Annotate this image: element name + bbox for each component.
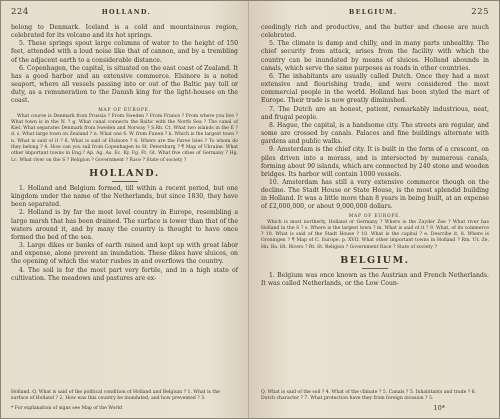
paragraph: belong to Denmark. Iceland is a cold and mountainous region, celebrated for its volcano and its hot springs.	[11, 24, 238, 40]
right-page	[251, 1, 499, 418]
paragraph: 2. Holland is by far the most level country in Europe, resembling a large marsh that has been drained. The surface is lower than that of the waters around it, and by many the country is thought to have once formed the bed of the sea.	[11, 209, 238, 241]
section-title: HOLLAND.	[89, 167, 160, 179]
footnote: * For explanation of signs see Map of the World	[11, 406, 123, 411]
page-number: 225	[471, 7, 489, 17]
paragraph: 5. The climate is damp and chilly, and in many parts unhealthy. The chief security from attack, arises from the facility with which the country can be inundated by means of sluices. Holland abounds in canals, which serve the same purposes as roads in other countries.	[261, 40, 489, 72]
map-heading: MAP OF EUROPE.	[98, 107, 151, 113]
left-running-header	[11, 7, 238, 19]
left-page	[1, 1, 249, 418]
paragraph: 10. Amsterdam has still a very extensive commerce though on the decline. The Stadt House or State House, is the most splendid building in Holland. It was a little more than 8 years in being built, at an expense of £2,000,000, or about 9,000,000 dollars.	[261, 178, 489, 211]
book-spread	[1, 1, 499, 418]
paragraph: 7. The Dutch are an honest, patient, remarkably industrious, neat, and frugal people.	[261, 105, 489, 121]
map-questions: What course is Denmark from Prussia ? From Sweden ? From France ? From where you live ? What town is in the N. ? g. What canal connects the Baltic with the North Sea ? The canal of Kiel. What separates Denmark from Sweden and Norway ? S.Rh. Ct. What two islands in the E ? d. s. What large town on Zealand ? n. What one S. W. from Funen ? k. Which is the largest town ? n. What is said of it ? 6. What is said of Elsinore ? 6. Where are the Faroe Isles ? To whom do they belong ? 4. How can you sail from Copenhagen to St. Petersburg ? ¶ Map of Ukraine. What other important towns in Eng.? Ap. Ag. As. Ec. Ky. Fg. Ft. Gt. What five cities of Germany ? Hg. Lc. What river on the S ? Religion ? Government ? Race ? State of society ?	[11, 113, 238, 163]
right-paragraphs-bottom	[261, 272, 489, 288]
paragraph: 9. Amsterdam is the chief city. It is built in the form of a crescent, on piles driven into a morass, and is intersected by numerous canals, forming about 90 islands, which are connected by 240 stone and wooden bridges. Its harbor will contain 1000 vessels.	[261, 146, 489, 178]
paragraph: 1. Holland and Belgium formed, till within a recent period, but one kingdom under the name of the Netherlands, but since 1830, they have been separated.	[11, 184, 238, 209]
left-paragraphs-bottom	[11, 185, 238, 283]
running-head-title: HOLLAND.	[101, 8, 152, 16]
right-paragraphs-top	[261, 24, 489, 212]
section-rule	[112, 181, 138, 182]
right-running-header	[261, 7, 489, 19]
paragraph: 1. Belgium was once known as the Austrian and French Netherlands. It was called Netherlands, or the Low Coun-	[261, 272, 489, 288]
left-paragraphs-top	[11, 24, 238, 106]
signature-mark: 10*	[433, 404, 445, 412]
paragraph: 3. Large dikes or banks of earth raised and kept up with great labor and expense, alone prevent an inundation. These dikes have sluices, on the opening of which the water rushes in and overflows the country.	[11, 242, 238, 266]
paragraph: 8. Hague, the capital, is a handsome city. The streets are regular, and some are crossed by canals. Palaces and fine buildings alternate with gardens and public walks.	[261, 121, 489, 146]
paragraph: 6. The inhabitants are usually called Dutch. Once they had a most extensive and flourishing trade, and were considered the most commercial people in the world. Holland has been styled the mart of Europe. Their trade is now greatly diminished.	[261, 72, 489, 105]
section-rule	[362, 268, 388, 269]
paragraph: 4. The soil is for the most part very fertile, and in a high state of cultivation. The meadows and pastures are ex-	[11, 266, 238, 282]
paragraph: ceedingly rich and productive, and the butter and cheese are much celebrated.	[261, 24, 489, 40]
running-head-title: BELGIUM.	[348, 8, 398, 16]
map-questions: Which is most northerly, Holland or Germany ? Where is the Zuyder Zee ? What river has Holland in the S ? s. Where is the largest town ? m. What is said of it ? 9. What, of its commerce ? 10. What is said of the Stadt House ? 10. What is the capital ? e. Describe it. 8. Where is Groningen ? ¶ Map of C. Europe. p. XVII. What other important towns in Holland ? Rm. Ut. Ze. Hn. Ba. Ht. Rivers ? Rt. St. Religion ? Government Race ? State of society ?	[261, 219, 489, 250]
page-number: 224	[11, 7, 29, 17]
map-heading: MAP OF EUROPE.	[348, 213, 402, 219]
paragraph: 5. These springs spout large columns of water to the height of 150 feet, attended with a loud noise like that of cannon, and by a trembling of the adjacent earth to a considerable distance.	[11, 40, 238, 64]
section-title: BELGIUM.	[340, 255, 410, 267]
footnote-questions: Holland. Q. What is said of the political condition of Holland and Belgium ? 1. What is the surface of Holland ? 2. How was this country be inundated; and how prevented ? 3.	[11, 390, 220, 401]
paragraph: 6. Copenhagen, the capital, is situated on the east coast of Zealand. It has a good harbor and an extensive commerce. Elsinore is a noted seaport, where all vessels passing into or out of the Baltic pay toll or duty, as a remuneration to the Danish king for the light-houses on the coast.	[11, 64, 238, 105]
footnote-questions: Q. What is said of the soil ? 4. What of the climate ? 5. Canals ? 5. Inhabitants and trade ? 6. Dutch character ? 7. What protection have they from foreign invasion ? 5.	[261, 390, 477, 401]
